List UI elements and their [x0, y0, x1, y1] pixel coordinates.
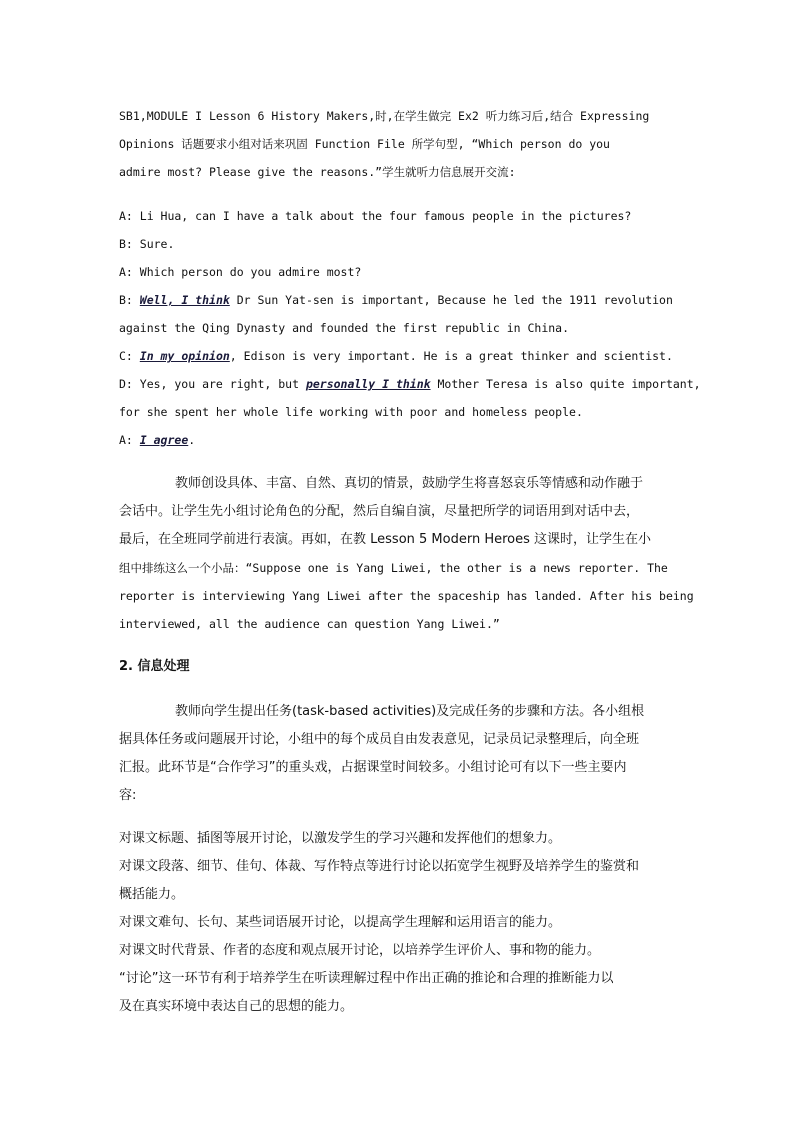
speaker-prefix: A: [119, 433, 140, 447]
intro-line: SB1,MODULE I Lesson 6 History Makers,时,在学生做完 Ex2 听力练习后,结合 Expressing [119, 109, 650, 123]
list-item: 概括能力。 [119, 887, 185, 902]
paragraph-line: 教师向学生提出任务(task-based activities)及完成任务的步骤和方法。各小组根 [175, 704, 645, 719]
paragraph-line: 容: [119, 788, 137, 803]
intro-line: Opinions 话题要求小组对话来巩固 Function File 所学句型, “Which person do you [119, 137, 610, 151]
opinion-phrase: Well, I think [139, 293, 230, 307]
list-item: 及在真实环境中表达自己的思想的能力。 [119, 999, 354, 1014]
intro-line: admire most? Please give the reasons.”学生就听力信息展开交流: [119, 165, 516, 179]
speaker-prefix: B: [119, 293, 140, 307]
paragraph-line: interviewed, all the audience can question Yang Liwei.” [119, 617, 500, 631]
opinion-phrase: I agree [139, 433, 189, 447]
dialogue-text: Dr Sun Yat-sen is important, Because he led the 1911 revolution [229, 293, 673, 307]
dialogue-line: B: Sure. [119, 237, 175, 251]
list-item: “讨论”这一环节有利于培养学生在听读理解过程中作出正确的推论和合理的推断能力以 [119, 971, 614, 986]
section-heading: 2. 信息处理 [119, 659, 190, 674]
dialogue-line [119, 430, 195, 450]
dialogue-line: for she spent her whole life working with poor and homeless people. [119, 405, 583, 419]
dialogue-line: against the Qing Dynasty and founded the first republic in China. [119, 321, 570, 335]
opinion-phrase: In my opinion [139, 349, 230, 363]
paragraph-line: 据具体任务或问题展开讨论，小组中的每个成员自由发表意见，记录员记录整理后，向全班 [119, 732, 640, 747]
paragraph-line: 组中排练这么一个小品：“Suppose one is Yang Liwei, the other is a news reporter. The [119, 561, 668, 575]
paragraph-line: 最后，在全班同学前进行表演。再如，在教 Lesson 5 Modern Heroes 这课时，让学生在小 [119, 532, 652, 547]
dialogue-line [119, 374, 701, 394]
list-item: 对课文时代背景、作者的态度和观点展开讨论，以培养学生评价人、事和物的能力。 [119, 943, 601, 958]
dialogue-line [119, 346, 673, 366]
dialogue-text: Mother Teresa is also quite important, [430, 377, 701, 391]
speaker-prefix: C: [119, 349, 140, 363]
dialogue-line: A: Li Hua, can I have a talk about the four famous people in the pictures? [119, 209, 632, 223]
list-item: 对课文难句、长句、某些词语展开讨论，以提高学生理解和运用语言的能力。 [119, 915, 562, 930]
list-item: 对课文标题、插图等展开讨论，以激发学生的学习兴趣和发挥他们的想象力。 [119, 831, 562, 846]
paragraph-line: 汇报。此环节是“合作学习”的重头戏，占据课堂时间较多。小组讨论可有以下一些主要内 [119, 760, 627, 775]
dialogue-text: . [188, 433, 196, 447]
paragraph-line: reporter is interviewing Yang Liwei after the spaceship has landed. After his being [119, 589, 694, 603]
list-item: 对课文段落、细节、佳句、体裁、写作特点等进行讨论以拓宽学生视野及培养学生的鉴赏和 [119, 859, 640, 874]
dialogue-line: A: Which person do you admire most? [119, 265, 362, 279]
dialogue-text: , Edison is very important. He is a great thinker and scientist. [229, 349, 673, 363]
paragraph-line: 教师创设具体、丰富、自然、真切的情景，鼓励学生将喜怒哀乐等情感和动作融于 [175, 476, 644, 491]
dialogue-line [119, 290, 673, 310]
paragraph-line: 会话中。让学生先小组讨论角色的分配，然后自编自演，尽量把所学的词语用到对话中去， [119, 504, 640, 519]
speaker-prefix: D: Yes, you are right, but [119, 377, 306, 391]
opinion-phrase: personally I think [305, 377, 431, 391]
